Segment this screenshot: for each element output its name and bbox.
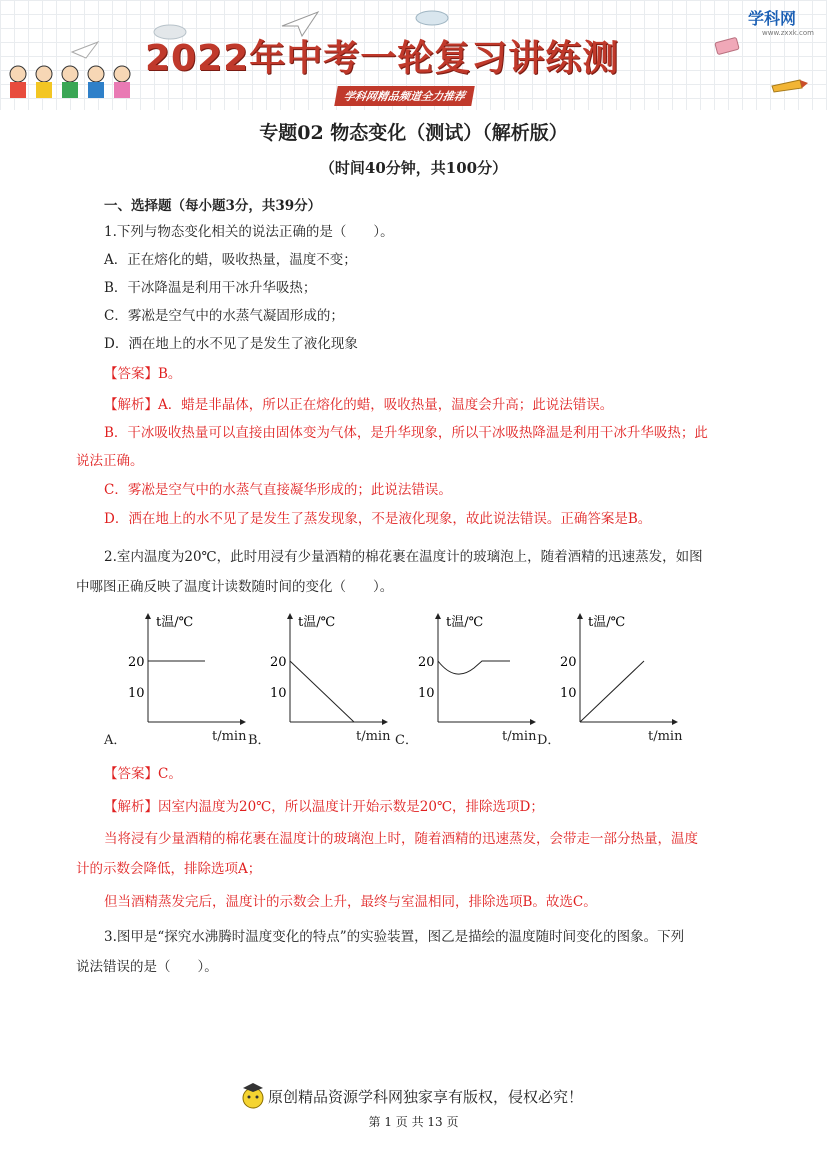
- x-axis-label: t/min: [212, 729, 247, 744]
- page-number: 第 1 页 共 13 页: [368, 1115, 459, 1129]
- q3-stem: 3.图甲是“探究水沸腾时温度变化的特点”的实验装置，图乙是描绘的温度随时间变化的图象。下列: [104, 929, 685, 945]
- q1-analysis-line: 说法正确。: [76, 453, 144, 469]
- tick-label: 10: [270, 686, 287, 701]
- eraser-icon: [712, 36, 742, 58]
- document-title: 专题02 物态变化（测试）（解析版）: [259, 122, 568, 144]
- q1-analysis-line: B．干冰吸收热量可以直接由固体变为气体，是升华现象，所以干冰吸热降温是利用干冰升华吸热；此: [104, 425, 708, 441]
- tick-label: 10: [128, 686, 145, 701]
- tick-label: 20: [560, 655, 577, 670]
- site-logo[interactable]: [748, 6, 814, 37]
- y-axis-label: t温/℃: [156, 615, 194, 630]
- y-axis-label: t温/℃: [298, 615, 336, 630]
- tick-label: 10: [418, 686, 435, 701]
- graph-b: [262, 608, 392, 743]
- graph-b-curve: [290, 661, 354, 722]
- q1-option-c: C．雾凇是空气中的水蒸气凝固形成的；: [104, 308, 344, 324]
- q2-analysis-line: 【解析】因室内温度为20℃，所以温度计开始示数是20℃，排除选项D；: [104, 799, 544, 815]
- children-illustration: [4, 62, 139, 104]
- logo-name: 学科网: [748, 9, 797, 28]
- q2-stem: 中哪图正确反映了温度计读数随时间的变化（ ）。: [76, 579, 394, 595]
- q2-option-d[interactable]: D．: [537, 733, 561, 748]
- y-axis-label: t温/℃: [588, 615, 626, 630]
- q2-analysis-line: 但当酒精蒸发完后，温度计的示数会上升，最终与室温相同，排除选项B。故选C。: [104, 894, 597, 910]
- q2-option-b[interactable]: B．: [248, 733, 271, 748]
- banner-title: 2022年中考一轮复习讲练测: [145, 38, 620, 79]
- tick-label: 20: [418, 655, 435, 670]
- q1-option-a: A．正在熔化的蜡，吸收热量，温度不变；: [104, 252, 357, 268]
- graph-d-curve: [580, 661, 644, 722]
- graph-d: [552, 608, 682, 743]
- q1-analysis-line: 【解析】A．蜡是非晶体，所以正在熔化的蜡，吸收热量，温度会升高；此说法错误。: [104, 397, 614, 413]
- x-axis-label: t/min: [356, 729, 391, 744]
- paper-plane-icon: [70, 40, 100, 60]
- mascot-icon: [240, 1080, 266, 1110]
- banner-subtitle: 学科网精品频道全力推荐: [334, 86, 475, 106]
- graph-a: [120, 608, 250, 743]
- q1-analysis-line: D．洒在地上的水不见了是发生了蒸发现象，不是液化现象，故此说法错误。正确答案是B。: [104, 511, 652, 527]
- copyright-notice: 原创精品资源学科网独家享有版权，侵权必究！: [268, 1088, 584, 1106]
- q1-answer: 【答案】B。: [104, 366, 182, 382]
- tick-label: 20: [128, 655, 145, 670]
- document-time: （时间40分钟，共100分）: [319, 159, 508, 177]
- q2-answer: 【答案】C。: [104, 766, 182, 782]
- cloud-icon: [412, 6, 452, 26]
- pencil-icon: [770, 78, 810, 94]
- q2-analysis-line: 当将浸有少量酒精的棉花裹在温度计的玻璃泡上时，随着酒精的迅速蒸发，会带走一部分热量，温度: [104, 831, 698, 847]
- q2-option-a[interactable]: A．: [104, 733, 127, 748]
- tick-label: 20: [270, 655, 287, 670]
- q1-option-b: B．干冰降温是利用干冰升华吸热；: [104, 280, 317, 296]
- graph-c-curve: [438, 661, 510, 674]
- q1-option-d: D．洒在地上的水不见了是发生了液化现象: [104, 336, 358, 352]
- q2-stem: 2.室内温度为20℃，此时用浸有少量酒精的棉花裹在温度计的玻璃泡上，随着酒精的迅速蒸发，如图: [104, 549, 703, 565]
- header-banner: [0, 0, 827, 110]
- graph-c: [410, 608, 540, 743]
- tick-label: 10: [560, 686, 577, 701]
- q1-analysis-line: C．雾凇是空气中的水蒸气直接凝华形成的；此说法错误。: [104, 482, 452, 498]
- q3-stem: 说法错误的是（ ）。: [76, 959, 218, 975]
- q2-option-c[interactable]: C．: [395, 733, 418, 748]
- x-axis-label: t/min: [502, 729, 537, 744]
- x-axis-label: t/min: [648, 729, 683, 744]
- q1-stem: 1.下列与物态变化相关的说法正确的是（ ）。: [104, 224, 394, 240]
- y-axis-label: t温/℃: [446, 615, 484, 630]
- q2-analysis-line: 计的示数会降低，排除选项A；: [76, 861, 262, 877]
- section-heading: 一、选择题（每小题3分，共39分）: [104, 198, 322, 214]
- logo-url: www.zxxk.com: [762, 29, 814, 37]
